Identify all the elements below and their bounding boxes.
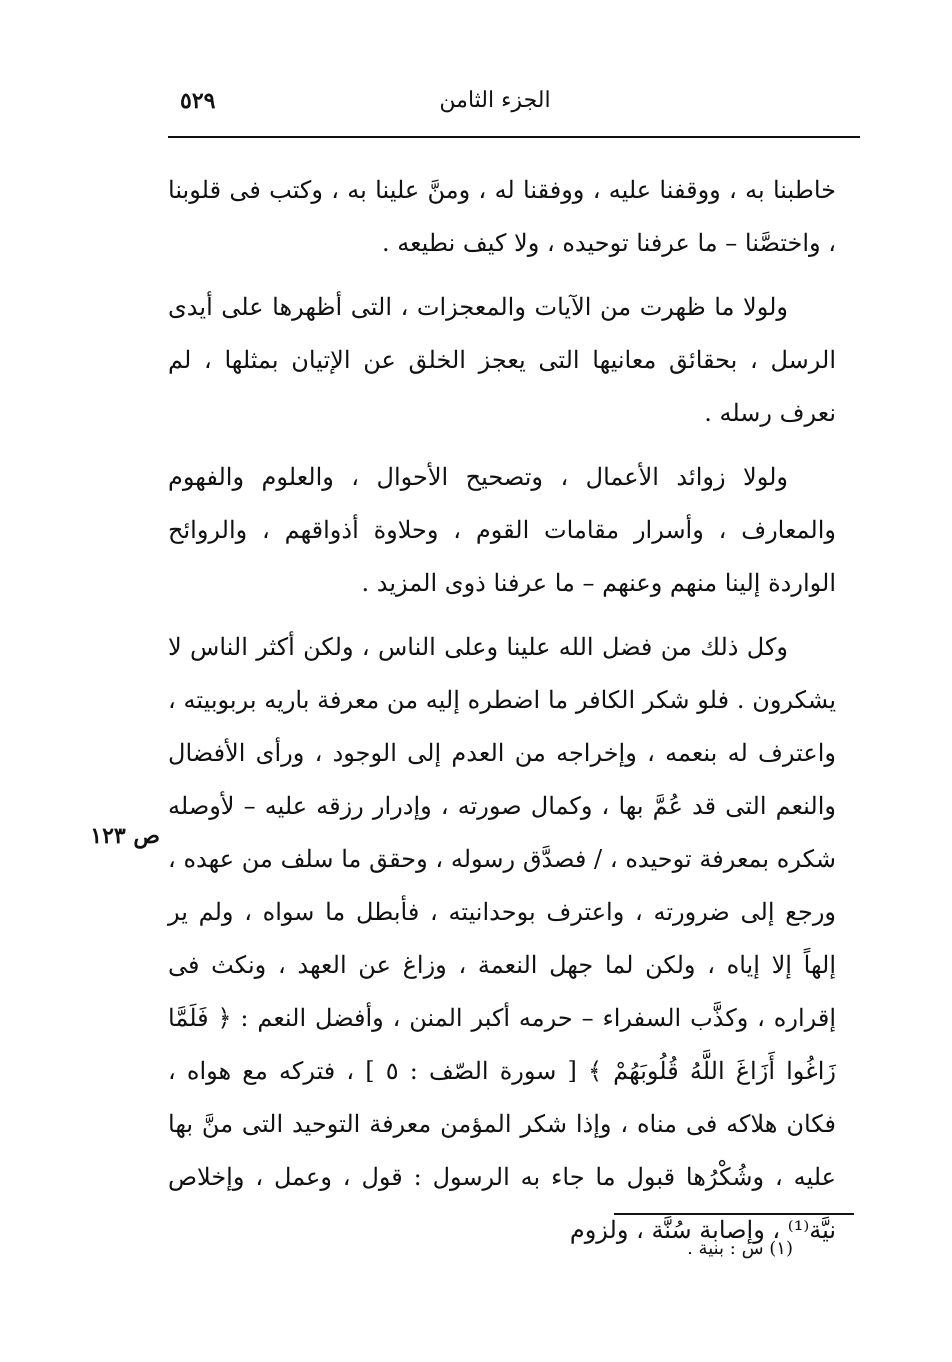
footnote: (١) س : بنية . xyxy=(687,1238,793,1259)
paragraph-3: ولولا زوائد الأعمال ، وتصحيح الأحوال ، والعلوم والفهوم والمعارف ، وأسرار مقامات القوم ، وحلاوة أذواقهم ، والروائح الواردة إلينا منهم وعنهم – ما عرفنا ذوى المزيد . xyxy=(168,463,836,597)
manuscript-page-reference: ص ١٢٣ xyxy=(90,823,160,849)
running-header-title: الجزء الثامن xyxy=(439,88,551,113)
footnote-divider xyxy=(614,1213,854,1215)
paragraph-4: وكل ذلك من فضل الله علينا وعلى الناس ، ولكن أكثر الناس لا يشكرون . فلو شكر الكافر ما اضطره إليه من معرفة باريه بربوبيته ، واعترف له بنعمه ، وإخراجه من العدم إلى الوجود ، ورأى الأفضال والنعم التى قد عُمَّ بها ، وكمال صورته ، وإدرار رزقه عليه – لأوصله شكره بمعرفة توحيده ، / فصدَّق رسوله ، وحقق ما سلف من عهده ، ورجع إلى ضرورته ، واعترف بوحدانيته ، فأبطل ما سواه ، ولم ير إلهاً إلا إياه ، ولكن لما جهل النعمة ، وزاغ عن العهد ، ونكث فى إقراره ، وكذَّب السفراء – حرمه أكبر المنن ، وأفضل النعم : ﴿ فَلَمَّا زَاغُوا أَزَاغَ اللَّهُ قُلُوبَهُمْ ﴾ [ سورة الصّف : ٥ ] ، فتركه مع هواه ، فكان هلاكه فى مناه ، وإذا شكر المؤمن معرفة التوحيد التى منَّ بها عليه ، وشُكْرُها قبول ما جاء به الرسول : قول ، وعمل ، وإخلاص نيَّة⁽¹⁾ ، وإصابة سُنَّة ، ولزوم xyxy=(168,633,836,1244)
paragraph-1: خاطبنا به ، ووقفنا عليه ، ووفقنا له ، ومنَّ علينا به ، وكتب فى قلوبنا ، واختصَّنا – ما عرفنا توحيده ، ولا كيف نطيعه . xyxy=(168,176,837,257)
main-text xyxy=(168,164,836,1268)
header-divider xyxy=(168,136,860,138)
page-number: ٥٢٩ xyxy=(180,88,216,114)
paragraph-2: ولولا ما ظهرت من الآيات والمعجزات ، التى أظهرها على أيدى الرسل ، بحقائق معانيها التى يعجز الخلق عن الإتيان بمثلها ، لم نعرف رسله . xyxy=(168,293,836,427)
